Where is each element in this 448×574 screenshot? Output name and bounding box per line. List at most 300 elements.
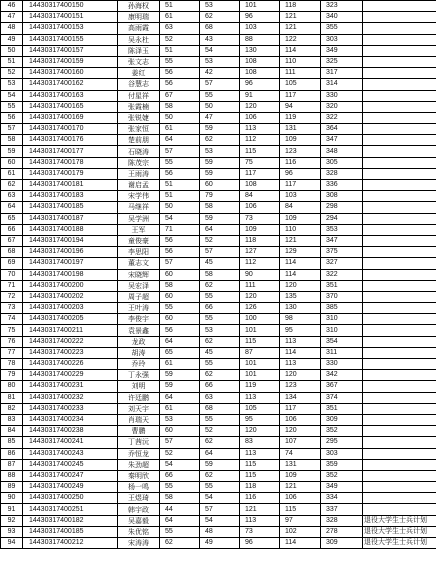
exam-id-cell: 14430317400202 [23,291,118,302]
table-row [1,336,437,347]
score-politics-cell: 56 [160,168,200,179]
score-politics-cell: 71 [160,224,200,235]
row-number-cell: 88 [1,470,23,481]
score-subject1-cell: 113 [240,448,280,459]
candidate-name-cell: 张锐婕 [118,112,160,123]
exam-id-cell: 14430317400196 [23,247,118,258]
score-total-cell: 328 [321,515,363,526]
table-row [1,34,437,45]
score-subject2-cell: 121 [280,482,321,493]
row-number-cell: 52 [1,68,23,79]
score-total-cell: 325 [321,56,363,67]
candidate-name-cell: 马继祥 [118,202,160,213]
candidate-name-cell: 谷慧志 [118,79,160,90]
candidate-name-cell: 肖瑞天 [118,414,160,425]
table-row [1,1,437,12]
score-subject2-cell: 131 [280,124,321,135]
remark-cell [363,470,437,481]
candidate-name-cell: 石晓涛 [118,146,160,157]
table-row [1,180,437,191]
score-total-cell: 367 [321,381,363,392]
remark-cell [363,1,437,12]
score-subject2-cell: 117 [280,90,321,101]
candidate-name-cell: 宋涛涛 [118,538,160,549]
remark-cell [363,370,437,381]
score-total-cell: 374 [321,392,363,403]
score-politics-cell: 66 [160,470,200,481]
score-subject2-cell: 111 [280,68,321,79]
score-subject1-cell: 113 [240,515,280,526]
table-row [1,459,437,470]
score-subject2-cell: 113 [280,336,321,347]
score-total-cell: 347 [321,235,363,246]
exam-id-cell: 14430317400169 [23,112,118,123]
score-english-cell: 49 [200,538,240,549]
score-total-cell: 303 [321,34,363,45]
remark-cell [363,437,437,448]
score-subject2-cell: 109 [280,470,321,481]
exam-id-cell: 14430317400151 [23,12,118,23]
score-subject1-cell: 115 [240,336,280,347]
score-subject1-cell: 103 [240,23,280,34]
score-english-cell: 59 [200,124,240,135]
remark-cell [363,482,437,493]
score-politics-cell: 52 [160,34,200,45]
score-subject1-cell: 109 [240,224,280,235]
score-politics-cell: 64 [160,336,200,347]
exam-id-cell: 14430317400200 [23,280,118,291]
score-politics-cell: 54 [160,213,200,224]
score-total-cell: 303 [321,448,363,459]
score-english-cell: 54 [200,515,240,526]
exam-id-cell: 14430317400176 [23,135,118,146]
exam-id-cell: 14430317400185 [23,526,118,537]
candidate-name-cell: 董志文 [118,258,160,269]
candidate-name-cell: 吴宏泽 [118,280,160,291]
remark-cell [363,392,437,403]
remark-cell [363,180,437,191]
candidate-name-cell: 吴嘉毅 [118,515,160,526]
row-number-cell: 46 [1,1,23,12]
exam-id-cell: 14430317400211 [23,325,118,336]
score-subject1-cell: 115 [240,470,280,481]
exam-id-cell: 14430317400187 [23,213,118,224]
score-politics-cell: 51 [160,180,200,191]
score-total-cell: 330 [321,90,363,101]
score-subject2-cell: 110 [280,56,321,67]
candidate-name-cell: 童俊豪 [118,235,160,246]
exam-id-cell: 14430317400160 [23,68,118,79]
table-row [1,392,437,403]
exam-id-cell: 14430317400247 [23,470,118,481]
row-number-cell: 78 [1,359,23,370]
score-english-cell: 55 [200,291,240,302]
score-subject1-cell: 73 [240,526,280,537]
score-subject2-cell: 116 [280,157,321,168]
score-subject2-cell: 113 [280,359,321,370]
remark-cell [363,291,437,302]
score-subject2-cell: 117 [280,403,321,414]
remark-cell [363,45,437,56]
score-total-cell: 310 [321,325,363,336]
score-subject1-cell: 75 [240,157,280,168]
table-row [1,325,437,336]
row-number-cell: 62 [1,180,23,191]
exam-id-cell: 14430317400249 [23,482,118,493]
score-english-cell: 58 [200,269,240,280]
remark-cell [363,269,437,280]
row-number-cell: 89 [1,482,23,493]
score-subject2-cell: 106 [280,493,321,504]
score-total-cell: 309 [321,538,363,549]
candidate-name-cell: 楚前朋 [118,135,160,146]
candidate-name-cell: 王军 [118,224,160,235]
score-subject2-cell: 114 [280,538,321,549]
score-politics-cell: 44 [160,504,200,515]
exam-id-cell: 14430317400162 [23,79,118,90]
score-subject1-cell: 126 [240,303,280,314]
score-total-cell: 337 [321,504,363,515]
score-total-cell: 322 [321,269,363,280]
table-row [1,202,437,213]
remark-cell [363,235,437,246]
score-english-cell: 68 [200,403,240,414]
score-total-cell: 353 [321,224,363,235]
row-number-cell: 86 [1,448,23,459]
score-subject1-cell: 100 [240,314,280,325]
score-subject2-cell: 115 [280,504,321,515]
score-total-cell: 295 [321,437,363,448]
score-politics-cell: 62 [160,538,200,549]
remark-cell [363,459,437,470]
table-row [1,526,437,537]
score-english-cell: 50 [200,101,240,112]
remark-cell: 退役大学生士兵计划 [363,515,437,526]
exam-id-cell: 14430317400232 [23,392,118,403]
score-total-cell: 347 [321,135,363,146]
remark-cell [363,403,437,414]
score-politics-cell: 50 [160,112,200,123]
exam-id-cell: 14430317400251 [23,504,118,515]
score-subject1-cell: 120 [240,426,280,437]
score-subject2-cell: 98 [280,314,321,325]
row-number-cell: 90 [1,493,23,504]
exam-id-cell: 14430317400223 [23,347,118,358]
score-total-cell: 328 [321,168,363,179]
score-politics-cell: 61 [160,403,200,414]
candidate-name-cell: 刘天宇 [118,403,160,414]
table-row [1,269,437,280]
exam-id-cell: 14430317400153 [23,23,118,34]
remark-cell [363,135,437,146]
candidate-name-cell: 宋晓辉 [118,269,160,280]
exam-id-cell: 14430317400157 [23,45,118,56]
table-row [1,112,437,123]
remark-cell: 退役大学生士兵计划 [363,526,437,537]
exam-id-cell: 14430317400182 [23,515,118,526]
score-total-cell: 327 [321,258,363,269]
exam-id-cell: 14430317400150 [23,1,118,12]
score-english-cell: 57 [200,247,240,258]
score-english-cell: 66 [200,381,240,392]
score-subject1-cell: 111 [240,280,280,291]
score-total-cell: 385 [321,303,363,314]
candidate-name-cell: 陈茂宗 [118,157,160,168]
candidate-name-cell: 张霞楠 [118,101,160,112]
exam-id-cell: 14430317400222 [23,336,118,347]
candidate-name-cell: 杨一鸣 [118,482,160,493]
score-subject2-cell: 117 [280,180,321,191]
score-politics-cell: 50 [160,202,200,213]
score-english-cell: 58 [200,202,240,213]
remark-cell [363,224,437,235]
candidate-name-cell: 丁永强 [118,370,160,381]
candidate-name-cell: 朱优铭 [118,526,160,537]
score-politics-cell: 58 [160,280,200,291]
score-politics-cell: 55 [160,526,200,537]
score-english-cell: 55 [200,414,240,425]
table-row [1,45,437,56]
table-row [1,135,437,146]
table-row [1,258,437,269]
table-row [1,68,437,79]
score-subject1-cell: 115 [240,146,280,157]
exam-id-cell: 14430317400185 [23,202,118,213]
score-politics-cell: 64 [160,392,200,403]
score-english-cell: 59 [200,213,240,224]
candidate-name-cell: 王叶涛 [118,303,160,314]
score-politics-cell: 64 [160,135,200,146]
score-politics-cell: 51 [160,191,200,202]
score-english-cell: 53 [200,56,240,67]
exam-id-cell: 14430317400245 [23,459,118,470]
score-english-cell: 62 [200,12,240,23]
exam-id-cell: 14430317400233 [23,403,118,414]
score-subject1-cell: 101 [240,370,280,381]
score-total-cell: 349 [321,482,363,493]
score-english-cell: 59 [200,157,240,168]
score-total-cell: 314 [321,79,363,90]
score-subject1-cell: 108 [240,56,280,67]
exam-id-cell: 14430317400163 [23,90,118,101]
score-total-cell: 359 [321,459,363,470]
table-row [1,213,437,224]
exam-id-cell: 14430317400243 [23,448,118,459]
row-number-cell: 54 [1,90,23,101]
score-english-cell: 53 [200,1,240,12]
table-row [1,381,437,392]
score-subject1-cell: 112 [240,258,280,269]
table-row [1,538,437,549]
remark-cell [363,202,437,213]
score-english-cell: 42 [200,68,240,79]
score-total-cell: 308 [321,191,363,202]
score-subject1-cell: 118 [240,482,280,493]
score-subject1-cell: 108 [240,68,280,79]
score-politics-cell: 52 [160,448,200,459]
score-politics-cell: 61 [160,12,200,23]
table-row [1,191,437,202]
score-english-cell: 55 [200,359,240,370]
score-subject1-cell: 113 [240,124,280,135]
score-subject2-cell: 121 [280,12,321,23]
remark-cell [363,325,437,336]
score-politics-cell: 56 [160,235,200,246]
candidate-name-cell: 王煜琦 [118,493,160,504]
score-english-cell: 59 [200,168,240,179]
score-total-cell: 278 [321,526,363,537]
score-total-cell: 370 [321,291,363,302]
remark-cell [363,381,437,392]
score-subject1-cell: 96 [240,79,280,90]
row-number-cell: 71 [1,280,23,291]
remark-cell [363,247,437,258]
table-row [1,448,437,459]
row-number-cell: 56 [1,112,23,123]
remark-cell [363,359,437,370]
row-number-cell: 47 [1,12,23,23]
score-subject2-cell: 102 [280,526,321,537]
score-english-cell: 45 [200,258,240,269]
exam-id-cell: 14430317400203 [23,303,118,314]
exam-id-cell: 14430317400205 [23,314,118,325]
score-total-cell: 352 [321,470,363,481]
score-english-cell: 62 [200,135,240,146]
candidate-name-cell: 乔恒龙 [118,448,160,459]
exam-id-cell: 14430317400188 [23,224,118,235]
row-number-cell: 65 [1,213,23,224]
candidate-name-cell: 孙海权 [118,1,160,12]
candidate-name-cell: 姜红 [118,68,160,79]
score-total-cell: 349 [321,45,363,56]
score-english-cell: 66 [200,303,240,314]
score-total-cell: 305 [321,157,363,168]
score-politics-cell: 67 [160,90,200,101]
table-row [1,437,437,448]
score-subject2-cell: 123 [280,146,321,157]
table-row [1,359,437,370]
exam-id-cell: 14430317400241 [23,437,118,448]
score-politics-cell: 51 [160,45,200,56]
table-row [1,224,437,235]
score-subject2-cell: 122 [280,34,321,45]
score-subject1-cell: 118 [240,235,280,246]
score-english-cell: 62 [200,336,240,347]
score-subject1-cell: 112 [240,135,280,146]
score-subject2-cell: 106 [280,414,321,425]
candidate-name-cell: 付星祥 [118,90,160,101]
score-total-cell: 323 [321,1,363,12]
score-english-cell: 63 [200,392,240,403]
candidate-name-cell: 宋学伟 [118,191,160,202]
score-subject1-cell: 91 [240,90,280,101]
score-subject2-cell: 129 [280,247,321,258]
score-politics-cell: 54 [160,459,200,470]
remark-cell [363,414,437,425]
score-total-cell: 310 [321,314,363,325]
row-number-cell: 67 [1,235,23,246]
row-number-cell: 87 [1,459,23,470]
row-number-cell: 91 [1,504,23,515]
score-total-cell: 294 [321,213,363,224]
score-subject1-cell: 96 [240,12,280,23]
row-number-cell: 49 [1,34,23,45]
exam-id-cell: 14430317400250 [23,493,118,504]
score-subject1-cell: 106 [240,202,280,213]
exam-id-cell: 14430317400181 [23,180,118,191]
score-subject2-cell: 95 [280,325,321,336]
score-politics-cell: 56 [160,247,200,258]
score-politics-cell: 58 [160,493,200,504]
score-subject2-cell: 103 [280,191,321,202]
score-english-cell: 53 [200,146,240,157]
table-row [1,314,437,325]
candidate-name-cell: 李思阳 [118,247,160,258]
score-english-cell: 79 [200,191,240,202]
remark-cell [363,23,437,34]
row-number-cell: 51 [1,56,23,67]
score-english-cell: 59 [200,459,240,470]
score-subject1-cell: 108 [240,180,280,191]
score-subject2-cell: 119 [280,112,321,123]
remark-cell [363,112,437,123]
remark-cell [363,347,437,358]
candidate-name-cell: 袁景鑫 [118,325,160,336]
score-subject2-cell: 131 [280,459,321,470]
exam-id-cell: 14430317400198 [23,269,118,280]
row-number-cell: 79 [1,370,23,381]
remark-cell [363,12,437,23]
score-subject2-cell: 135 [280,291,321,302]
score-subject2-cell: 105 [280,79,321,90]
score-politics-cell: 59 [160,381,200,392]
score-subject1-cell: 127 [240,247,280,258]
candidate-name-cell: 朱劲超 [118,459,160,470]
score-subject2-cell: 130 [280,303,321,314]
score-total-cell: 309 [321,414,363,425]
score-subject2-cell: 123 [280,381,321,392]
score-subject1-cell: 101 [240,325,280,336]
candidate-name-cell: 张家恒 [118,124,160,135]
remark-cell [363,426,437,437]
table-row [1,470,437,481]
score-english-cell: 55 [200,482,240,493]
table-row [1,146,437,157]
row-number-cell: 85 [1,437,23,448]
candidate-name-cell: 陈泽玉 [118,45,160,56]
remark-cell [363,314,437,325]
row-number-cell: 48 [1,23,23,34]
score-politics-cell: 55 [160,157,200,168]
score-subject1-cell: 87 [240,347,280,358]
exam-id-cell: 14430317400212 [23,538,118,549]
row-number-cell: 58 [1,135,23,146]
remark-cell [363,168,437,179]
score-english-cell: 43 [200,34,240,45]
candidate-name-cell: 乔玲 [118,359,160,370]
score-politics-cell: 61 [160,124,200,135]
exam-id-cell: 14430317400238 [23,426,118,437]
score-politics-cell: 56 [160,79,200,90]
score-english-cell: 52 [200,235,240,246]
score-politics-cell: 57 [160,258,200,269]
table-row [1,101,437,112]
row-number-cell: 84 [1,426,23,437]
table-row [1,79,437,90]
score-subject2-cell: 114 [280,45,321,56]
row-number-cell: 55 [1,101,23,112]
row-number-cell: 92 [1,515,23,526]
